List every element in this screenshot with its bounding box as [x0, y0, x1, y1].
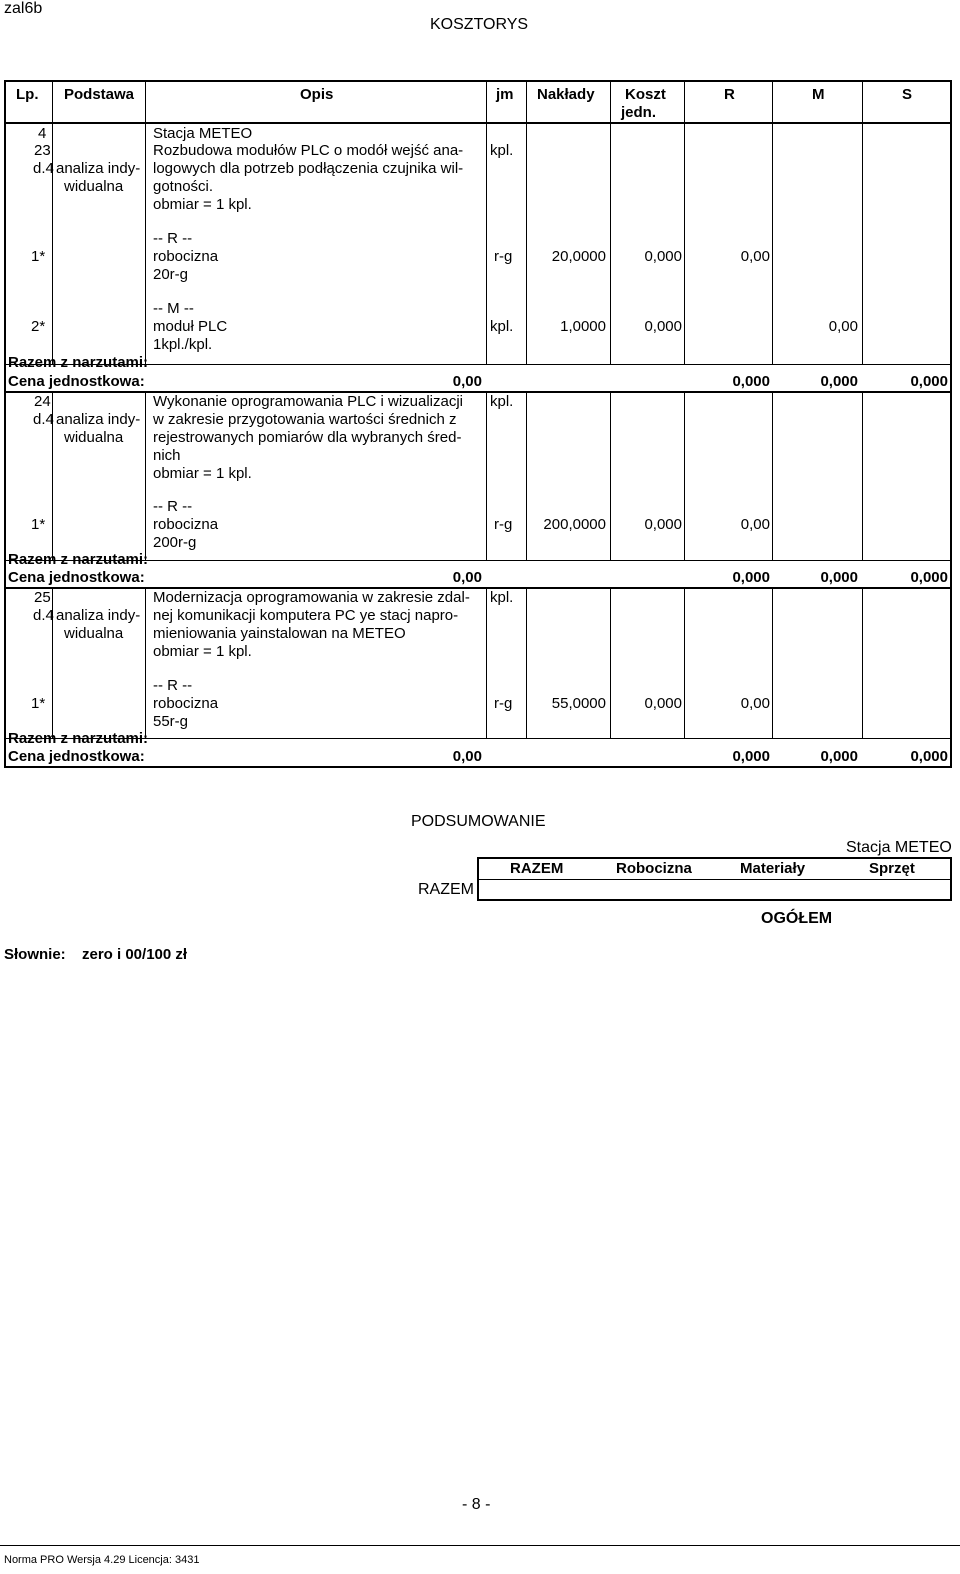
resource-type: -- R --	[153, 677, 193, 694]
item-lp-ref: d.4	[33, 411, 54, 428]
cena-s: 0,000	[910, 373, 948, 390]
razem-label: Razem z narzutami:	[8, 551, 149, 568]
item-lp: 24	[34, 393, 51, 410]
cena-m: 0,000	[820, 748, 858, 765]
resource-naklady: 20,0000	[551, 248, 606, 265]
item-basis: analiza indy-	[56, 607, 141, 624]
resource-naklady: 55,0000	[551, 695, 606, 712]
item-description-line: nej komunikacji komputera PC ye stacj napro-	[153, 607, 459, 624]
summary-title: PODSUMOWANIE	[411, 813, 546, 830]
resource-value-m: 0,00	[828, 318, 858, 335]
resource-norm: 200r-g	[153, 534, 197, 551]
resource-number: 1*	[31, 248, 46, 265]
item-quantity: obmiar = 1 kpl.	[153, 643, 252, 660]
item-unit: kpl.	[490, 142, 514, 159]
slownie-value: zero i 00/100 zł	[82, 946, 188, 963]
resource-name: robocizna	[153, 516, 219, 533]
summary-row-label: RAZEM	[418, 881, 474, 898]
cena-label: Cena jednostkowa:	[8, 748, 145, 765]
resource-value-r: 0,00	[740, 248, 770, 265]
item-basis-2: widualna	[64, 625, 124, 642]
resource-norm: 1kpl./kpl.	[153, 336, 213, 353]
resource-koszt: 0,000	[644, 318, 682, 335]
summary-total-label: OGÓŁEM	[761, 910, 833, 927]
page-number: - 8 -	[462, 1496, 491, 1513]
footer-software: Norma PRO Wersja 4.29 Licencja: 3431	[4, 1554, 200, 1566]
header-r: R	[724, 86, 735, 103]
resource-unit: r-g	[494, 695, 513, 712]
resource-number: 1*	[31, 516, 46, 533]
header-opis: Opis	[300, 86, 334, 103]
resource-koszt: 0,000	[644, 516, 682, 533]
resource-number: 1*	[31, 695, 46, 712]
item-basis-2: widualna	[64, 429, 124, 446]
razem-label: Razem z narzutami:	[8, 354, 149, 371]
header-koszt: Koszt	[625, 86, 666, 103]
item-description-line: rejestrowanych pomiarów dla wybranych śred-	[153, 429, 462, 446]
cena-label: Cena jednostkowa:	[8, 569, 145, 586]
item-lp-ref: d.4	[33, 160, 54, 177]
resource-norm: 20r-g	[153, 266, 189, 283]
header-s: S	[902, 86, 913, 103]
header-koszt-jedn: jedn.	[621, 104, 657, 121]
cena-s: 0,000	[910, 569, 948, 586]
section-name: Stacja METEO	[153, 125, 253, 142]
resource-name: robocizna	[153, 695, 219, 712]
summary-section-name: Stacja METEO	[846, 839, 952, 856]
resource-name: moduł PLC	[153, 318, 228, 335]
item-description-line: nich	[153, 447, 181, 464]
item-lp: 23	[34, 142, 51, 159]
cena-value: 0,00	[452, 373, 482, 390]
resource-name: robocizna	[153, 248, 219, 265]
item-quantity: obmiar = 1 kpl.	[153, 196, 252, 213]
summary-header-sprzet: Sprzęt	[869, 860, 915, 877]
cena-r: 0,000	[732, 569, 770, 586]
summary-header-robocizna: Robocizna	[616, 860, 692, 877]
item-lp-ref: d.4	[33, 607, 54, 624]
resource-value-r: 0,00	[740, 695, 770, 712]
cena-m: 0,000	[820, 569, 858, 586]
item-description-line: logowych dla potrzeb podłączenia czujnika wil-	[153, 160, 464, 177]
resource-koszt: 0,000	[644, 248, 682, 265]
resource-unit: r-g	[494, 516, 513, 533]
resource-naklady: 200,0000	[543, 516, 606, 533]
resource-type: -- R --	[153, 230, 193, 247]
item-description-line: w zakresie przygotowania wartości średnich z	[153, 411, 457, 428]
cena-value: 0,00	[452, 569, 482, 586]
resource-number: 2*	[31, 318, 46, 335]
cena-r: 0,000	[732, 748, 770, 765]
cena-s: 0,000	[910, 748, 948, 765]
cena-r: 0,000	[732, 373, 770, 390]
resource-type: -- M --	[153, 300, 194, 317]
resource-type: -- R --	[153, 498, 193, 515]
cena-label: Cena jednostkowa:	[8, 373, 145, 390]
item-description-line: Rozbudowa modułów PLC o modół wejść ana-	[153, 142, 464, 159]
cena-m: 0,000	[820, 373, 858, 390]
item-lp: 25	[34, 589, 51, 606]
resource-norm: 55r-g	[153, 713, 189, 730]
section-number: 4	[38, 125, 47, 142]
header-naklady: Nakłady	[537, 86, 595, 103]
item-quantity: obmiar = 1 kpl.	[153, 465, 252, 482]
summary-header-razem: RAZEM	[510, 860, 564, 877]
item-basis-2: widualna	[64, 178, 124, 195]
item-description-line: Wykonanie oprogramowania PLC i wizualizacji	[153, 393, 464, 410]
header-jm: jm	[496, 86, 514, 103]
item-description-line: mieniowania yainstalowan na METEO	[153, 625, 406, 642]
resource-koszt: 0,000	[644, 695, 682, 712]
item-basis: analiza indy-	[56, 160, 141, 177]
resource-naklady: 1,0000	[560, 318, 606, 335]
item-description-line: Modernizacja oprogramowania w zakresie zdal-	[153, 589, 470, 606]
summary-header-materialy: Materiały	[740, 860, 806, 877]
item-unit: kpl.	[490, 393, 514, 410]
document-id: zal6b	[4, 0, 43, 17]
razem-label: Razem z narzutami:	[8, 730, 149, 747]
slownie-label: Słownie:	[4, 946, 66, 963]
resource-value-r: 0,00	[740, 516, 770, 533]
header-lp: Lp.	[16, 86, 39, 103]
header-m: M	[812, 86, 825, 103]
cena-value: 0,00	[452, 748, 482, 765]
item-basis: analiza indy-	[56, 411, 141, 428]
resource-unit: r-g	[494, 248, 513, 265]
item-description-line: gotności.	[153, 178, 214, 195]
item-unit: kpl.	[490, 589, 514, 606]
resource-unit: kpl.	[490, 318, 514, 335]
page-title: KOSZTORYS	[430, 16, 529, 33]
header-podstawa: Podstawa	[64, 86, 135, 103]
